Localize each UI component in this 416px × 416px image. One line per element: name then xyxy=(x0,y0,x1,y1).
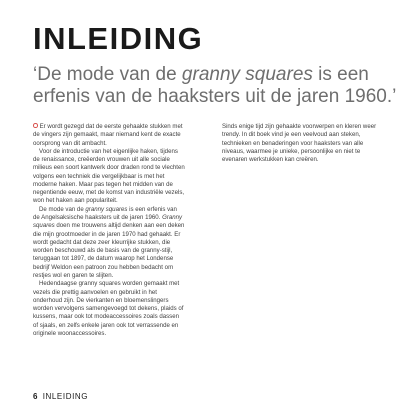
body-text-segment: doen me trouwens altijd denken aan een deken die mijn grootmoeder in de jaren 1970 had gehaakt. Er wordt gedacht dat deze zeer kleurrijke stukken, die worden beschouwd als de basis van de granny-stijl, teruggaan tot 1897, de datum waarop het Londense bedrijf Weldon een patroon zou hebben bedacht om restjes wol en garen te slijten. xyxy=(33,222,185,279)
body-column-left xyxy=(33,123,185,338)
body-paragraph: Hedendaagse granny squares worden gemaakt met vezels die prettig aanvoelen en gebruikt in het onderhoud zijn. De vierkanten en bloemenslingers worden vervolgens samengevoegd tot dekens, plaids of kussens, maar ook tot modeaccessoires zoals dassen of sjaals, en zelfs enkele jaren ook tot verrassende en originele woonaccessoires. xyxy=(33,280,184,337)
body-text-segment: De mode van de xyxy=(39,205,86,213)
body-text-italic: Granny squares xyxy=(33,214,183,230)
pull-quote-end: is een erfenis van de haaksters uit de jaren 1960.’ xyxy=(33,64,397,107)
pull-quote-start: ‘De mode van de xyxy=(33,64,182,85)
body-column-right xyxy=(222,123,382,164)
body-paragraph: Sinds enige tijd zijn gehaakte voorwerpen en kleren weer trendy. In dit boek vind je een veelvoud aan steken, technieken en benaderingen voor haaksters van alle niveaus, waarmee je unieke, persoonlijke en niet te evenaren werkstukken kan creëren. xyxy=(222,123,377,163)
page-footer xyxy=(33,392,88,402)
body-paragraph: Voor de introductie van het eigenlijke haken, tijdens de renaissance, creëerden vrouwen uit alle sociale milieus een soort kantwerk door draden rond te vlechten volgens een techniek die vergelijkbaar is met het moderne haken. Maar pas tegen het midden van de negentiende eeuw, met de komst van industriële vezels, won het haken aan populariteit. xyxy=(33,147,185,205)
body-text-segment: is een erfenis van de Angelsaksische haaksters uit de jaren 1960. xyxy=(33,205,177,222)
body-paragraph xyxy=(33,206,185,280)
body-paragraph-text: Er wordt gezegd dat de eerste gehaakte stukken met de vingers zijn gemaakt, maar niemand kent de exacte oorsprong van dit ambacht. xyxy=(33,123,183,147)
pull-quote xyxy=(33,64,403,107)
circle-bullet-icon xyxy=(33,123,38,128)
body-paragraph xyxy=(33,123,185,148)
body-text-italic: granny squares xyxy=(85,205,128,213)
footer-section-label: INLEIDING xyxy=(42,392,89,401)
page-title: INLEIDING xyxy=(33,21,204,56)
page-number: 6 xyxy=(33,392,38,401)
pull-quote-italic: granny squares xyxy=(181,64,313,85)
